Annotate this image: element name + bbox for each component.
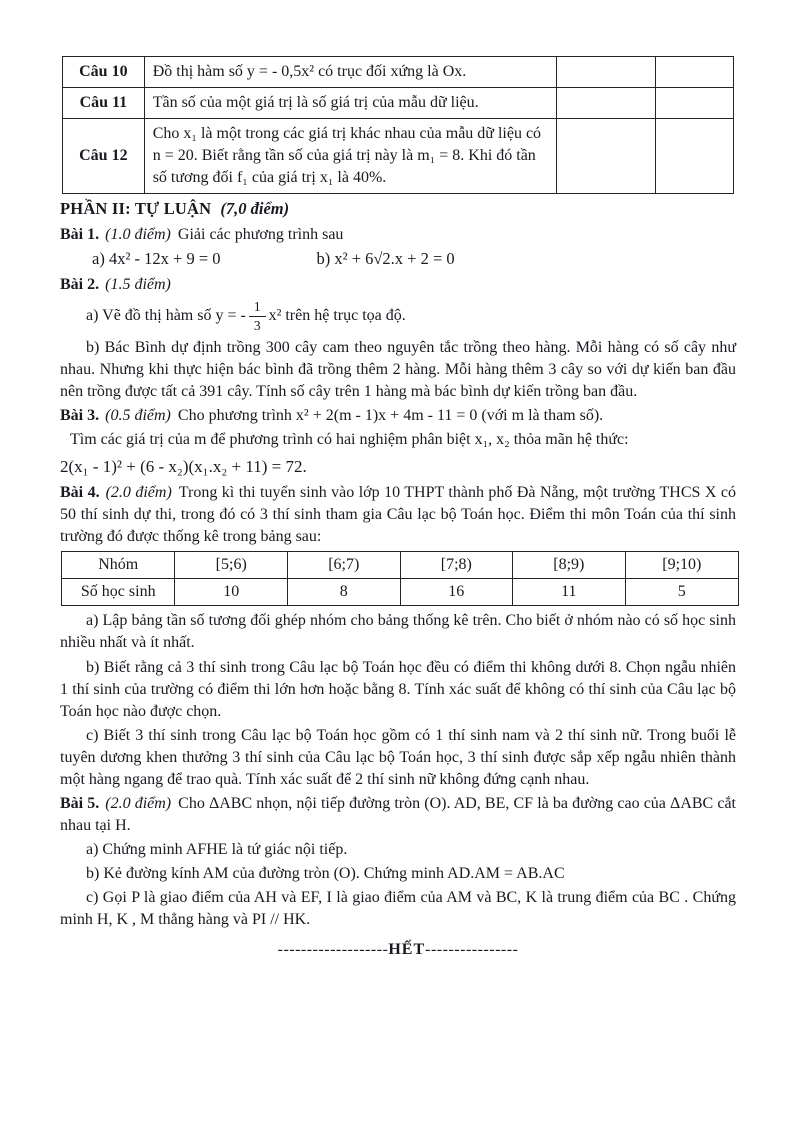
bai1-equation-a: a) 4x² - 12x + 9 = 0	[92, 249, 221, 269]
part2-heading	[60, 198, 736, 221]
bai3-heading	[60, 405, 736, 427]
footer-dashes-right: ----------------	[425, 941, 519, 959]
table-row	[63, 57, 734, 88]
bai4-heading	[60, 482, 736, 548]
fraction-numerator: 1	[249, 299, 266, 317]
question-text: Tần số của một giá trị là số giá trị của mẫu dữ liệu.	[144, 88, 557, 119]
question-text: Đồ thị hàm số y = - 0,5x² có trục đối xứng là Ox.	[144, 57, 557, 88]
question-number: Câu 10	[63, 57, 145, 88]
part2-title: PHẦN II: TỰ LUẬN	[60, 199, 212, 219]
bai2-label: Bài 2.	[60, 276, 100, 293]
answer-cell-empty	[557, 119, 656, 194]
bai1-equation-b: b) x² + 6√2.x + 2 = 0	[316, 249, 455, 269]
stats-header: [7;8)	[400, 552, 513, 579]
bai4-points: (2.0 điểm)	[105, 483, 172, 501]
bai2-item-a	[60, 299, 736, 333]
bai3-intro: Cho phương trình x² + 2(m - 1)x + 4m - 11 = 0 (với m là tham số).	[177, 407, 604, 425]
stats-header: Nhóm	[62, 552, 175, 579]
part2-points: (7,0 điểm)	[220, 199, 290, 219]
bai4-item-b: b) Biết rằng cả 3 thí sinh trong Câu lạc bộ Toán học đều có điểm thi không dưới 8. Chọn ngẫu nhiên 1 thí sinh của trường có điểm thi lớn hơn hoặc bằng 8. Tính xác suất để không có thí sinh của Câu lạc bộ Toán học nào được chọn.	[60, 658, 736, 720]
bai2-item-a-post: x² trên hệ trục tọa độ.	[268, 307, 406, 325]
bai5-heading	[60, 793, 736, 837]
bai3-label: Bài 3.	[60, 407, 100, 425]
question-text: Cho x₁ là một trong các giá trị khác nhau của mẫu dữ liệu có n = 20. Biết rằng tần số của giá trị này là m₁ = 8. Khi đó tần số tương đối f₁ của giá trị x₁ là 40%.	[144, 119, 557, 194]
footer-het-label: HẾT	[388, 941, 426, 959]
bai2-heading	[60, 274, 736, 296]
end-of-exam-line	[60, 939, 736, 961]
table-row	[62, 552, 739, 579]
table-row	[62, 579, 739, 606]
bai1-points: (1.0 điểm)	[105, 226, 171, 244]
stats-header: [9;10)	[625, 552, 738, 579]
stats-header: [6;7)	[288, 552, 401, 579]
stats-header: [8;9)	[513, 552, 626, 579]
stats-row-label: Số học sinh	[62, 579, 175, 606]
bai2-item-a-pre: a) Vẽ đồ thị hàm số y = -	[86, 307, 246, 325]
statistics-table	[61, 551, 739, 606]
bai4-item-a: a) Lập bảng tần số tương đối ghép nhóm cho bảng thống kê trên. Cho biết ở nhóm nào có số học sinh nhiều nhất và ít nhất.	[60, 612, 736, 652]
bai3-equation: 2(x₁ - 1)² + (6 - x₂)(x₁.x₂ + 11) = 72.	[60, 456, 307, 476]
bai5-intro: Cho ΔABC nhọn, nội tiếp đường tròn (O). AD, BE, CF là ba đường cao của ΔABC cắt nhau tại H.	[60, 794, 736, 835]
bai4-intro: Trong kì thi tuyển sinh vào lớp 10 THPT thành phố Đà Nẵng, một trường THCS X có 50 thí sinh dự thi, trong đó có 3 thí sinh tham gia Câu lạc bộ Toán học. Điểm thi môn Toán của thí sinh trường đó được thống kê trong bảng sau:	[60, 483, 736, 546]
bai1-equations	[60, 248, 736, 271]
bai1-label: Bài 1.	[60, 226, 100, 244]
question-number: Câu 11	[63, 88, 145, 119]
bai5-label: Bài 5.	[60, 794, 100, 812]
bai3-line2: Tìm các giá trị của m để phương trình có hai nghiệm phân biệt x₁, x₂ thỏa mãn hệ thức:	[70, 431, 629, 449]
stats-value: 10	[175, 579, 288, 606]
multiple-choice-table	[62, 56, 734, 194]
table-row	[63, 119, 734, 194]
question-number: Câu 12	[63, 119, 145, 194]
bai4-item-c: c) Biết 3 thí sinh trong Câu lạc bộ Toán học gồm có 1 thí sinh nam và 2 thí sinh nữ. Trong buổi lễ tuyên dương khen thưởng 3 thí sinh của Câu lạc bộ Toán học, 3 thí sinh được sắp xếp ngẫu nhiên thành một hàng ngang để trao quà. Tính xác suất để 2 thí sinh nữ không đứng cạnh nhau.	[60, 726, 736, 788]
stats-value: 8	[288, 579, 401, 606]
bai5-item-c: c) Gọi P là giao điểm của AH và EF, I là giao điểm của AM và BC, K là trung điểm của BC . Chứng minh H, K , M thẳng hàng và PI // HK.	[60, 889, 736, 929]
stats-value: 5	[625, 579, 738, 606]
footer-dashes-left: -------------------	[277, 941, 389, 959]
stats-header: [5;6)	[175, 552, 288, 579]
bai1-intro: Giải các phương trình sau	[177, 226, 344, 244]
bai5-points: (2.0 điểm)	[105, 794, 172, 812]
bai4-label: Bài 4.	[60, 483, 100, 501]
answer-cell-empty	[557, 57, 656, 88]
stats-value: 16	[400, 579, 513, 606]
bai2-item-b: b) Bác Bình dự định trồng 300 cây cam theo nguyên tắc trồng theo hàng. Mỗi hàng có số cây như nhau. Nhưng khi thực hiện bác bình đã trồng thêm 2 hàng. Mỗi hàng thêm 3 cây so với dự kiến ban đầu nên trồng được tất cả 391 cây. Tính số cây trên 1 hàng mà bác bình dự kiến trồng ban đầu.	[60, 339, 736, 401]
table-row	[63, 88, 734, 119]
fraction-denominator: 3	[253, 317, 261, 333]
answer-cell-empty	[655, 57, 733, 88]
bai5-item-a: a) Chứng minh AFHE là tứ giác nội tiếp.	[86, 841, 348, 859]
bai5-item-b: b) Kẻ đường kính AM của đường tròn (O). Chứng minh AD.AM = AB.AC	[86, 865, 565, 883]
stats-value: 11	[513, 579, 626, 606]
bai2-points: (1.5 điểm)	[105, 276, 171, 293]
bai1-heading	[60, 224, 736, 246]
fraction	[249, 299, 266, 333]
bai3-points: (0.5 điểm)	[105, 407, 171, 425]
answer-cell-empty	[557, 88, 656, 119]
answer-cell-empty	[655, 119, 733, 194]
answer-cell-empty	[655, 88, 733, 119]
